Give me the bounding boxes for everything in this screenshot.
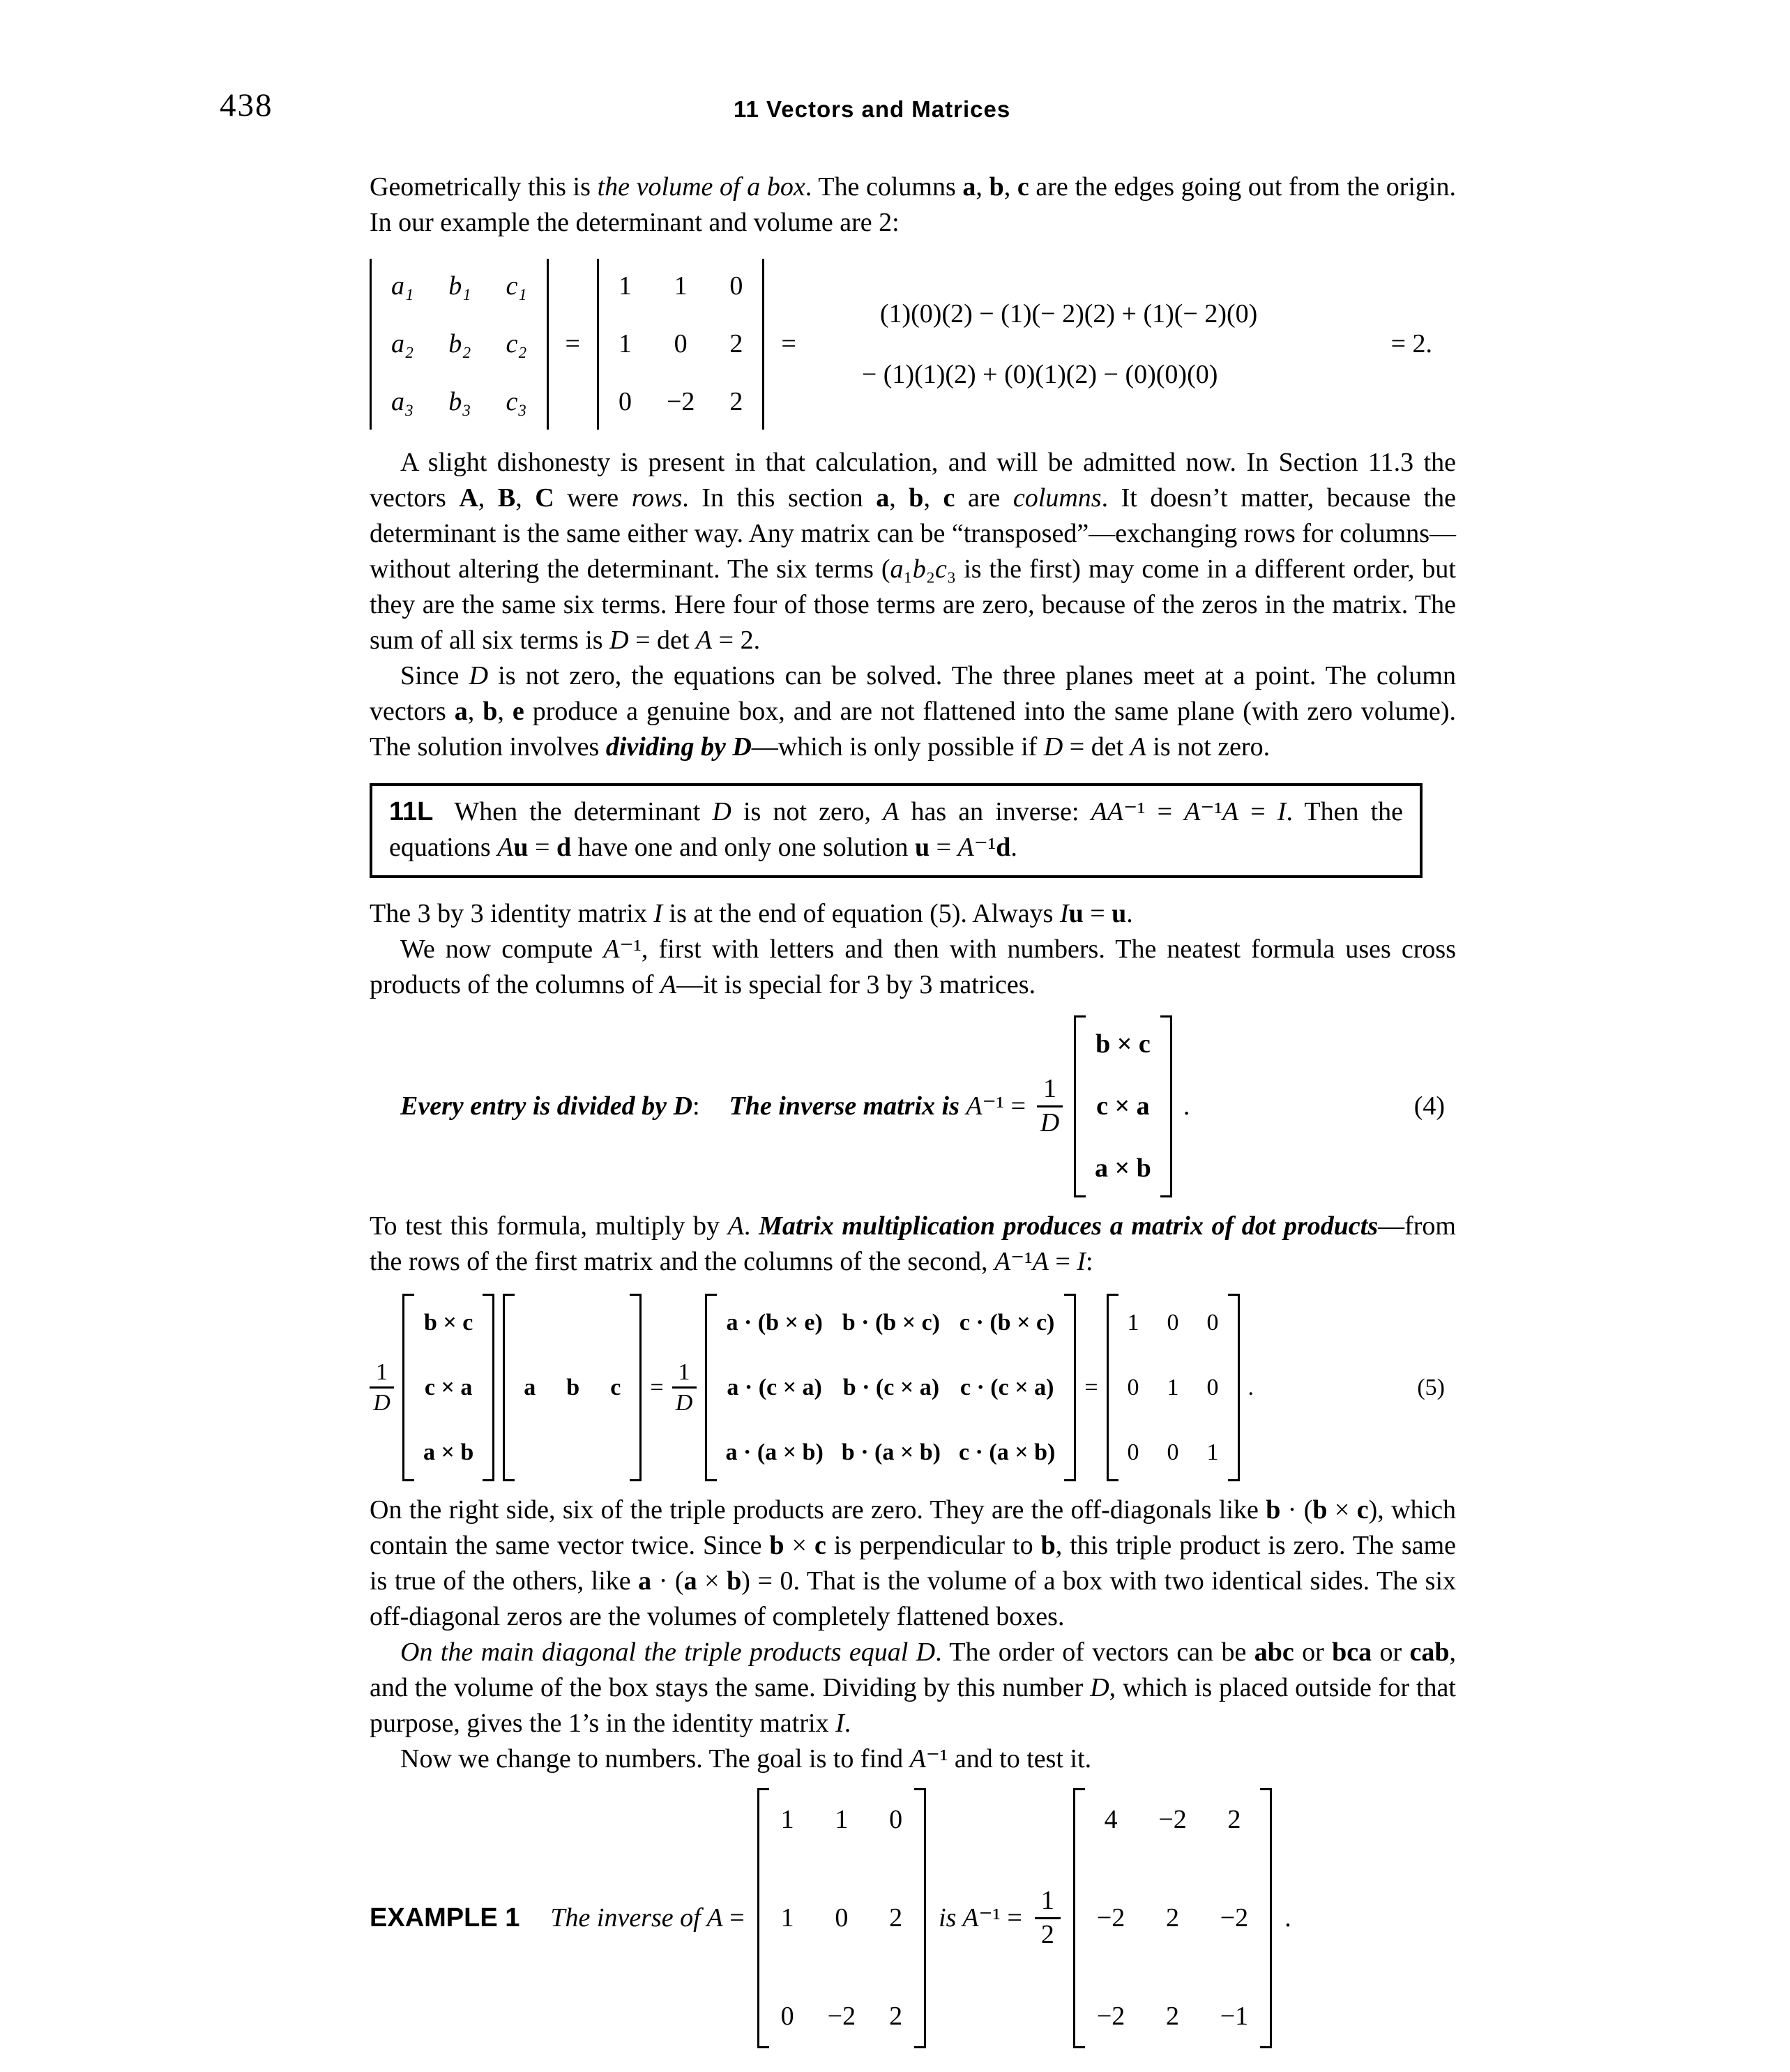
matrix-cell: 0	[729, 271, 743, 301]
matrix-cell: 0	[1206, 1375, 1219, 1400]
text-run: A	[459, 483, 478, 513]
text-run: c	[1017, 172, 1029, 202]
text-run: ×	[1327, 1495, 1357, 1525]
text-run: have one and only one solution	[571, 833, 915, 862]
text-run: . The columns	[805, 172, 963, 202]
text-run: is	[939, 1903, 963, 1933]
fraction-one-over-D	[370, 1359, 394, 1416]
text-run: D	[609, 626, 629, 655]
determinant-letters-matrix	[370, 259, 549, 430]
text-run: is not zero, the equations can be solved. The three planes meet at a point. The column vectors	[370, 661, 1456, 726]
text-run: cab	[1409, 1638, 1450, 1667]
text-run: a	[638, 1566, 652, 1596]
matrix-cell: b · (c × a)	[842, 1375, 940, 1400]
text-run: ,	[976, 172, 989, 202]
text-run: is at the end of equation (5). Always	[662, 899, 1060, 928]
matrix-grid	[391, 269, 527, 420]
text-run: On the right side, six of the triple products are zero. They are the off-diagonals like	[370, 1495, 1266, 1525]
matrix-cell: −2	[1096, 2002, 1125, 2031]
text-run: —from the rows of the first matrix and the columns of the second,	[370, 1211, 1456, 1276]
text-run: Since	[400, 661, 469, 690]
text-run: ), which contain the same vector twice. Since	[370, 1495, 1457, 1560]
page-number: 438	[220, 87, 273, 123]
text-run: b	[1266, 1495, 1281, 1525]
text-run: the volume of a box	[597, 172, 805, 202]
text-run: ₁	[903, 554, 913, 584]
text-run: Every entry is divided by D	[400, 1091, 692, 1121]
matrix-cell: 1	[1206, 1439, 1219, 1465]
matrix-cell: 2	[729, 329, 743, 358]
text-run: c	[814, 1531, 826, 1560]
text-run: u	[1112, 899, 1127, 928]
text-run: bca	[1332, 1638, 1372, 1667]
matrix-cell: a₁	[391, 271, 414, 301]
text-run: When the determinant	[454, 797, 713, 826]
text-run: ,	[497, 697, 513, 726]
text-run: A	[883, 797, 900, 826]
text-run: a	[454, 697, 468, 726]
eq4-lead-text	[400, 1089, 700, 1124]
matrix-cell: 4	[1104, 1805, 1118, 1834]
matrix-cell: 0	[780, 2002, 794, 2031]
matrix-cell: 1	[780, 1903, 794, 1933]
text-run: . The order of vectors can be	[935, 1638, 1254, 1667]
equation-number-5: (5)	[1417, 1375, 1445, 1400]
text-run: A	[962, 1903, 979, 1933]
text-run: D	[712, 797, 731, 826]
text-run: a	[683, 1566, 697, 1596]
text-run: d	[556, 833, 572, 862]
matrix-cell: a₂	[391, 329, 414, 358]
matrix-cell: c × a	[1096, 1091, 1150, 1121]
text-run: I	[1059, 899, 1069, 928]
text-run: c	[935, 554, 947, 584]
equals-sign: =	[1084, 1375, 1098, 1400]
fraction-denominator: D	[675, 1390, 693, 1416]
matrix-cell: 2	[1166, 1903, 1180, 1933]
expansion-line-1: (1)(0)(2) − (1)(− 2)(2) + (1)(− 2)(0)	[879, 298, 1258, 328]
matrix-cell: 1	[618, 329, 632, 358]
text-run: =	[1238, 797, 1277, 826]
text-run: a	[962, 172, 976, 202]
text-run: The inverse matrix is	[729, 1091, 966, 1121]
page-content	[370, 169, 1456, 2048]
paragraph-dishonesty	[370, 445, 1456, 658]
text-run: ×	[697, 1566, 727, 1596]
text-run: The 3 by 3 identity matrix	[370, 899, 654, 928]
text-run: A	[1032, 1247, 1049, 1276]
text-run: =	[1048, 1247, 1077, 1276]
matrix-cell: c × a	[424, 1375, 473, 1400]
fraction-one-over-D	[1037, 1074, 1063, 1138]
text-run: abc	[1254, 1638, 1294, 1667]
text-run: =	[722, 1903, 745, 1933]
matrix-cell: 1	[1127, 1310, 1139, 1336]
text-run: A	[660, 970, 677, 999]
period: .	[1284, 1903, 1291, 1933]
text-run: b	[769, 1531, 784, 1560]
text-run: were	[554, 483, 632, 513]
text-run: a	[890, 554, 904, 584]
fraction-numerator: 1	[672, 1359, 697, 1389]
text-run: columns	[1012, 483, 1102, 513]
text-run: A	[994, 1247, 1011, 1276]
matrix-cell: −2	[666, 387, 695, 416]
text-run: ⁻¹ =	[978, 1903, 1022, 1933]
matrix-cell: b · (b × c)	[842, 1310, 941, 1336]
text-run: A	[957, 833, 974, 862]
matrix-grid	[1128, 1305, 1219, 1470]
matrix-cell: 0	[1167, 1439, 1179, 1465]
text-run: . It doesn’t matter, because the determinant is the same either way. Any matrix can be “transposed”—exchanging rows for columns—without altering the determinant. The six terms (	[370, 483, 1457, 584]
text-run: A	[1184, 797, 1201, 826]
text-run: has an inverse:	[899, 797, 1091, 826]
text-run: .	[1010, 833, 1017, 862]
text-run: A	[727, 1211, 744, 1241]
text-run: B	[497, 483, 516, 513]
text-run: ⁻¹	[1010, 1247, 1033, 1276]
fraction-denominator: D	[373, 1390, 390, 1416]
paragraph-right-side	[370, 1492, 1456, 1635]
text-run: =	[1083, 899, 1112, 928]
text-run: D	[1043, 732, 1063, 762]
text-run: b	[912, 554, 926, 584]
text-run: ⁻¹ and to test it.	[925, 1744, 1092, 1774]
matrix-cell: c₁	[506, 271, 527, 301]
text-run: On the main diagonal the triple products equal D	[400, 1638, 936, 1667]
paragraph-change-to-numbers	[370, 1741, 1456, 1777]
text-run: ,	[467, 697, 483, 726]
text-run: a	[876, 483, 890, 513]
text-run: b	[989, 172, 1004, 202]
text-run: = det	[628, 626, 696, 655]
text-run: —which is only possible if	[751, 732, 1044, 762]
matrix-cell: 0	[1206, 1310, 1219, 1336]
matrix-grid	[1097, 1802, 1248, 2034]
fraction-numerator: 1	[370, 1359, 394, 1389]
equation-5	[370, 1294, 1456, 1481]
text-run: =	[930, 833, 958, 862]
matrix-cell: 0	[674, 329, 688, 358]
text-run: is the first) may come in a different order, but they are the same six terms. Here four of those terms are zero, because of the zeros in the matrix. The sum of all six terms is	[370, 554, 1456, 655]
matrix-cell: −2	[1158, 1805, 1187, 1834]
text-run: ) = 0. That is the volume of a box with two identical sides. The six off-diagonal zeros are the volumes of completely flattened boxes.	[370, 1566, 1456, 1631]
text-run: ⁻¹	[973, 833, 996, 862]
matrix-cell: a · (c × a)	[727, 1375, 822, 1400]
text-run: ₃	[946, 554, 957, 584]
text-run: A	[603, 935, 620, 964]
matrix-cell: 0	[1127, 1375, 1139, 1400]
text-run: Geometrically this is	[370, 172, 598, 202]
text-run: are the edges going out from the origin. In our example the determinant and volume are 2:	[370, 172, 1456, 237]
text-run: is not zero,	[731, 797, 883, 826]
matrix-cell: c₂	[506, 329, 527, 358]
text-run: = det	[1063, 732, 1130, 762]
text-run: ⁻¹	[1200, 797, 1222, 826]
matrix-grid	[726, 1305, 1056, 1470]
matrix-cell: b × c	[423, 1310, 473, 1336]
matrix-cell: c · (a × b)	[958, 1439, 1056, 1465]
matrix-cell: b₁	[448, 271, 471, 301]
text-run: ,	[478, 483, 498, 513]
equation-determinant	[370, 259, 1456, 430]
fraction-denominator: 2	[1040, 1920, 1054, 1949]
matrix-cell: 1	[780, 1805, 794, 1834]
matrix-cell: 0	[1167, 1310, 1179, 1336]
text-run: I	[1277, 797, 1287, 826]
text-run: C	[535, 483, 554, 513]
equals-sign: =	[781, 329, 796, 358]
matrix-grid	[781, 1802, 902, 2034]
text-run: u	[513, 833, 529, 862]
equals-sign: =	[650, 1375, 664, 1400]
text-run: b	[1312, 1495, 1328, 1525]
text-run: AA	[1091, 797, 1124, 826]
example-mid-text	[939, 1900, 1022, 1936]
paragraph-identity	[370, 896, 1456, 932]
matrix-cell: 0	[618, 387, 632, 416]
text-run: b	[1040, 1531, 1056, 1560]
matrix-cell: a	[524, 1375, 536, 1400]
text-run: ⁻¹ =	[982, 1091, 1026, 1121]
expansion-line-2: − (1)(1)(2) + (0)(1)(2) − (0)(0)(0)	[861, 359, 1218, 389]
text-run: , this triple product is zero. The same is true of the others, like	[370, 1531, 1456, 1596]
text-run: dividing by D	[605, 732, 752, 762]
matrix-grid	[619, 269, 743, 420]
matrix-cell: a × b	[1095, 1154, 1151, 1183]
theorem-text	[389, 797, 1403, 862]
text-run: = 2.	[712, 626, 761, 655]
matrix-cell: b	[566, 1375, 580, 1400]
matrix-cell: a₃	[391, 387, 414, 416]
text-run: A	[1130, 732, 1146, 762]
text-run: ×	[784, 1531, 814, 1560]
text-run: u	[1068, 899, 1084, 928]
eq4-inverse-text	[729, 1089, 1026, 1124]
matrix-cell: 2	[889, 2002, 903, 2031]
equation-result: = 2.	[1390, 329, 1432, 358]
identity-matrix	[1107, 1294, 1240, 1481]
text-run: · (	[651, 1566, 684, 1596]
text-run: b	[483, 697, 498, 726]
fraction-denominator: D	[1040, 1108, 1060, 1137]
text-run: ,	[923, 483, 943, 513]
matrix-cell: c · (c × a)	[960, 1375, 1054, 1400]
matrix-cell: b₃	[448, 387, 471, 416]
matrix-cell: −2	[1096, 1903, 1125, 1933]
matrix-cell: c · (b × c)	[959, 1310, 1055, 1336]
fraction-numerator: 1	[1035, 1886, 1061, 1919]
text-run: ⁻¹ =	[1123, 797, 1185, 826]
matrix-cell: a · (a × b)	[725, 1439, 824, 1465]
text-run: ,	[889, 483, 909, 513]
text-run: . In this section	[682, 483, 877, 513]
chapter-header: 11 Vectors and Matrices	[734, 96, 1011, 122]
determinant-numbers-matrix	[597, 259, 764, 430]
matrix-cell: b₂	[448, 329, 471, 358]
matrix-cell: 2	[1166, 2002, 1180, 2031]
equation-4	[370, 1015, 1456, 1197]
example-lead-text	[550, 1900, 744, 1936]
text-run: D	[1090, 1673, 1109, 1702]
text-run: A	[909, 1744, 926, 1774]
text-run: are	[955, 483, 1013, 513]
text-run: A	[1222, 797, 1239, 826]
example-1	[370, 1788, 1456, 2048]
row-vector-abc-matrix	[503, 1294, 642, 1481]
text-run: =	[528, 833, 556, 862]
text-run: b	[909, 483, 924, 513]
fraction-one-half	[1035, 1886, 1061, 1950]
cross-product-column-matrix	[402, 1294, 494, 1481]
matrix-cell: b × c	[1095, 1029, 1151, 1059]
text-run: or	[1294, 1638, 1333, 1667]
text-run: The inverse of A	[550, 1903, 723, 1933]
text-run: Now we change to numbers. The goal is to find	[400, 1744, 910, 1774]
matrix-cell: a · (b × e)	[726, 1310, 823, 1336]
text-run: .	[844, 1709, 851, 1738]
matrix-cell: 1	[674, 271, 688, 301]
determinant-expansion	[862, 296, 1258, 393]
text-run: c	[943, 483, 955, 513]
matrix-cell: 2	[889, 1903, 903, 1933]
text-run: D	[469, 661, 489, 690]
period: .	[1247, 1375, 1254, 1400]
text-run: , and the volume of the box stays the same. Dividing by this number	[370, 1638, 1456, 1702]
matrix-grid	[524, 1370, 621, 1405]
text-run: To test this formula, multiply by	[370, 1211, 728, 1241]
text-run: A slight dishonesty is present in that calculation, and will be admitted now. In Section 11.3 the vectors	[370, 448, 1456, 513]
fraction-numerator: 1	[1037, 1074, 1063, 1107]
text-run: :	[692, 1091, 700, 1121]
matrix-cell: −2	[827, 2002, 856, 2031]
matrix-cell: −2	[1220, 1903, 1249, 1933]
matrix-cell: 0	[835, 1903, 849, 1933]
matrix-cell: 0	[889, 1805, 903, 1834]
text-run: e	[512, 697, 524, 726]
theorem-box-11L	[370, 783, 1423, 878]
period: .	[1183, 1091, 1190, 1121]
matrix-cell: 2	[729, 387, 743, 416]
text-run: .	[1126, 899, 1133, 928]
text-run: is perpendicular to	[826, 1531, 1041, 1560]
cross-product-column-matrix	[1074, 1015, 1172, 1197]
equals-sign: =	[565, 329, 580, 358]
text-run: I	[653, 899, 663, 928]
paragraph-volume-box	[370, 169, 1456, 241]
text-run: .	[743, 1211, 759, 1241]
text-run: u	[914, 833, 930, 862]
text-run: ₂	[925, 554, 936, 584]
text-run: is not zero.	[1146, 732, 1271, 762]
text-run: d	[996, 833, 1011, 862]
dot-products-matrix	[705, 1294, 1077, 1481]
paragraph-since-d	[370, 658, 1456, 765]
theorem-label: 11L	[389, 797, 434, 826]
text-run: ,	[1003, 172, 1017, 202]
text-run: c	[1356, 1495, 1369, 1525]
matrix-cell: −1	[1220, 2002, 1249, 2031]
text-run: We now compute	[400, 935, 604, 964]
matrix-cell: 1	[618, 271, 632, 301]
text-run: b	[727, 1566, 742, 1596]
matrix-cell: b · (a × b)	[841, 1439, 941, 1465]
matrix-A-inverse	[1073, 1788, 1272, 2048]
text-run: A	[966, 1091, 983, 1121]
matrix-grid	[1095, 1027, 1151, 1186]
paragraph-compute-inverse	[370, 932, 1456, 1003]
text-run: —it is special for 3 by 3 matrices.	[676, 970, 1036, 999]
equation-number-4: (4)	[1413, 1091, 1445, 1121]
text-run: ⁻¹, first with letters and then with numbers. The neatest formula uses cross products of the columns of	[370, 935, 1456, 999]
matrix-cell: 1	[1167, 1375, 1179, 1400]
example-label: EXAMPLE 1	[370, 1903, 520, 1933]
text-run: A	[695, 626, 713, 655]
paragraph-main-diagonal	[370, 1635, 1456, 1741]
text-run: rows	[631, 483, 683, 513]
matrix-grid	[423, 1305, 473, 1470]
text-run: or	[1372, 1638, 1410, 1667]
text-run: produce a genuine box, and are not flattened into the same plane (with zero volume). The solution involves	[370, 697, 1457, 762]
fraction-one-over-D	[672, 1359, 697, 1416]
matrix-A	[757, 1788, 926, 2048]
matrix-cell: c	[610, 1375, 621, 1400]
text-run: · (	[1280, 1495, 1313, 1525]
matrix-cell: a × b	[423, 1439, 474, 1465]
text-run: I	[835, 1709, 844, 1738]
text-run: A	[497, 833, 514, 862]
text-run: . Then the equations	[389, 797, 1403, 862]
matrix-cell: c₃	[506, 387, 527, 416]
matrix-cell: 0	[1127, 1439, 1139, 1465]
text-run: , which is placed outside for that purpose, gives the 1’s in the identity matrix	[370, 1673, 1456, 1738]
matrix-cell: 2	[1227, 1805, 1241, 1834]
text-run: :	[1085, 1247, 1093, 1276]
text-run: I	[1077, 1247, 1086, 1276]
text-run: ,	[515, 483, 536, 513]
matrix-cell: 1	[835, 1805, 849, 1834]
paragraph-test-formula	[370, 1209, 1456, 1280]
text-run: Matrix multiplication produces a matrix of dot products	[759, 1211, 1379, 1241]
